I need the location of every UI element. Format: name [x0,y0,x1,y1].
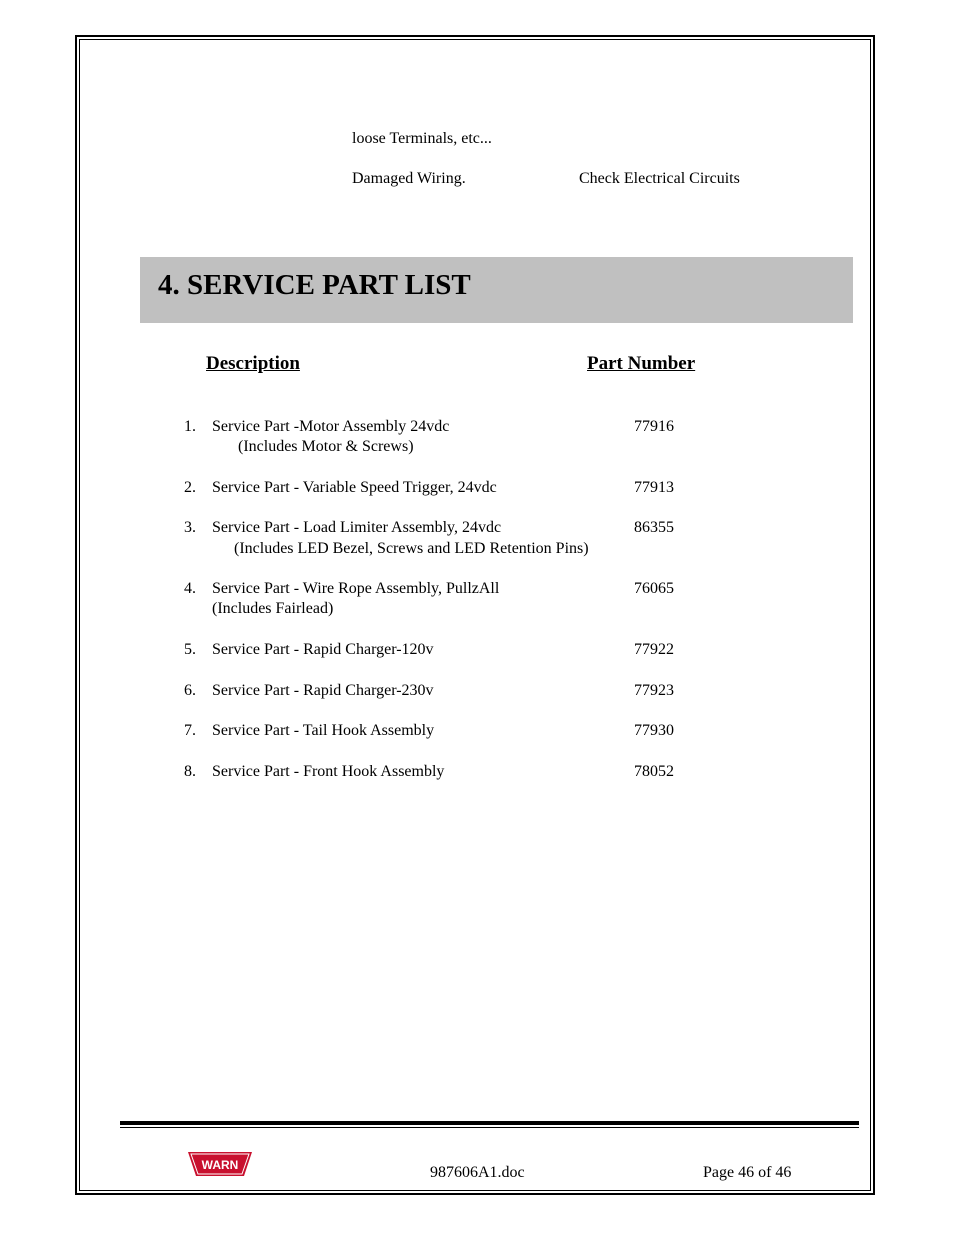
item-description: Service Part -Motor Assembly 24vdc [212,418,450,435]
item-description: Service Part - Load Limiter Assembly, 24vdc [212,519,502,536]
item-part-number: 86355 [634,519,674,536]
troubleshoot-line-1: loose Terminals, etc... [352,130,492,147]
item-note: (Includes Fairlead) [212,600,334,617]
item-number: 8. [184,763,196,780]
item-description: Service Part - Tail Hook Assembly [212,722,435,739]
item-part-number: 77916 [634,418,674,435]
item-description: Service Part - Front Hook Assembly [212,763,445,780]
item-part-number: 77923 [634,682,674,699]
item-description: Service Part - Wire Rope Assembly, PullzAll [212,580,500,597]
item-description: Service Part - Rapid Charger-120v [212,641,434,658]
troubleshoot-cause: Damaged Wiring. [352,170,466,187]
item-part-number: 76065 [634,580,674,597]
item-number: 6. [184,682,196,699]
item-note: (Includes LED Bezel, Screws and LED Retention Pins) [234,540,589,557]
item-number: 7. [184,722,196,739]
item-part-number: 77922 [634,641,674,658]
column-header-part-number: Part Number [587,353,696,374]
warn-logo [188,1150,252,1178]
item-note: (Includes Motor & Screws) [238,438,414,455]
footer-page-number: Page 46 of 46 [703,1164,792,1181]
page-border-inner [79,39,871,1191]
item-part-number: 77930 [634,722,674,739]
item-part-number: 78052 [634,763,674,780]
logo-text: WARN [201,1158,239,1172]
item-description: Service Part - Rapid Charger-230v [212,682,434,699]
item-number: 1. [184,418,196,435]
column-header-description: Description [206,353,300,374]
item-number: 2. [184,479,196,496]
item-description: Service Part - Variable Speed Trigger, 24vdc [212,479,497,496]
item-number: 4. [184,580,196,597]
section-title: 4. SERVICE PART LIST [158,269,471,301]
item-number: 5. [184,641,196,658]
item-part-number: 77913 [634,479,674,496]
footer-rule-thin [120,1127,859,1128]
footer-rule-thick [120,1121,859,1125]
footer-filename: 987606A1.doc [430,1164,525,1181]
item-number: 3. [184,519,196,536]
section-banner [140,257,853,323]
troubleshoot-remedy: Check Electrical Circuits [579,170,740,187]
